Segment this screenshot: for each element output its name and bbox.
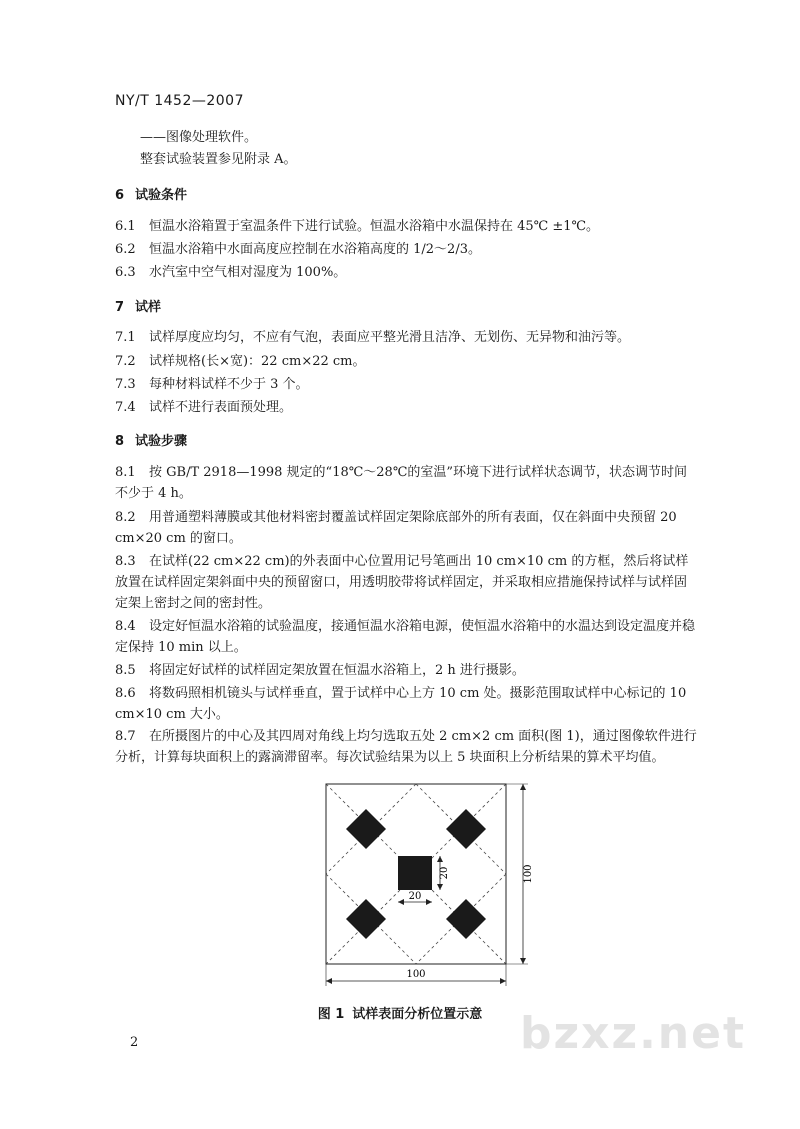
clause-text: 试样不进行表面预处理。 xyxy=(149,400,293,415)
clause-7-4 xyxy=(115,398,292,418)
arrow-head xyxy=(500,978,506,984)
clause-6-2 xyxy=(115,240,481,260)
arrow-head xyxy=(398,899,404,905)
clause-number: 8.2 xyxy=(115,510,136,525)
sample-area-bottom-right xyxy=(446,899,486,939)
site-watermark: bzxz.net xyxy=(520,1008,747,1059)
clause-8-6 xyxy=(115,683,697,725)
sample-area-center xyxy=(398,856,432,890)
clause-6-1 xyxy=(115,217,599,237)
clause-7-3 xyxy=(115,375,309,395)
sample-area-top-left xyxy=(346,809,386,849)
clause-7-1 xyxy=(115,328,630,348)
clause-number: 7.4 xyxy=(115,400,136,415)
clause-7-2 xyxy=(115,352,366,372)
clause-text: 试样规格(长×宽)：22 cm×22 cm。 xyxy=(149,354,366,369)
section-8-heading xyxy=(115,432,187,452)
clause-text: 每种材料试样不少于 3 个。 xyxy=(149,377,309,392)
clause-text: 按 GB/T 2918—1998 规定的“18℃～28℃的室温”环境下进行试样状态调节，状态调节时间不少于 4 h。 xyxy=(115,465,688,501)
arrow-head xyxy=(326,978,332,984)
standard-code-header: NY/T 1452—2007 xyxy=(115,93,245,109)
figure-title: 试样表面分析位置示意 xyxy=(352,1007,483,1022)
dimension-label-vertical-100: 100 xyxy=(523,864,534,884)
clause-number: 7.2 xyxy=(115,354,136,369)
clause-8-7 xyxy=(115,726,697,768)
arrow-head xyxy=(426,899,432,905)
clause-number: 6.3 xyxy=(115,265,136,280)
clause-text: 设定好恒温水浴箱的试验温度，接通恒温水浴箱电源，使恒温水浴箱中的水温达到设定温度并稳定保持 10 min 以上。 xyxy=(115,619,696,655)
clause-number: 8.4 xyxy=(115,619,136,634)
clause-number: 8.5 xyxy=(115,663,136,678)
clause-8-1 xyxy=(115,462,697,504)
dimension-label-vertical-20: 20 xyxy=(439,866,450,880)
clause-text: 将数码照相机镜头与试样垂直，置于试样中心上方 10 cm 处。摄影范围取试样中心标记的 10 cm×10 cm 大小。 xyxy=(115,686,687,722)
clause-number: 8.1 xyxy=(115,465,136,480)
intro-line-2: 整套试验装置参见附录 A。 xyxy=(140,152,297,167)
clause-text: 在试样(22 cm×22 cm)的外表面中心位置用记号笔画出 10 cm×10 cm 的方框，然后将试样放置在试样固定架斜面中央的预留窗口，用透明胶带将试样固定，并采取相应措施保持试样与试样固定架上密封之间的密封性。 xyxy=(115,554,689,611)
arrow-head xyxy=(520,784,526,790)
clause-number: 7.1 xyxy=(115,330,136,345)
page-number: 2 xyxy=(130,1035,139,1050)
section-8-number: 8 xyxy=(115,434,125,449)
section-7-number: 7 xyxy=(115,300,125,315)
clause-number: 7.3 xyxy=(115,377,136,392)
dimension-label-horizontal-20: 20 xyxy=(408,891,422,902)
arrow-head xyxy=(437,856,443,862)
sample-surface-figure xyxy=(318,772,538,1002)
clause-8-5 xyxy=(115,660,697,681)
clause-text: 试样厚度应均匀，不应有气泡，表面应平整光滑且洁净、无划伤、无异物和油污等。 xyxy=(149,330,631,345)
clause-number: 8.3 xyxy=(115,554,136,569)
clause-8-3 xyxy=(115,551,697,614)
clause-text: 水汽室中空气相对湿度为 100%。 xyxy=(149,265,347,280)
clause-number: 8.7 xyxy=(115,729,136,744)
clause-text: 恒温水浴箱中水面高度应控制在水浴箱高度的 1/2～2/3。 xyxy=(149,242,481,257)
clause-text: 用普通塑料薄膜或其他材料密封覆盖试样固定架除底部外的所有表面，仅在斜面中央预留 20 cm×20 cm 的窗口。 xyxy=(115,510,677,546)
dimension-label-horizontal-100: 100 xyxy=(406,969,426,980)
figure-number: 图 1 xyxy=(317,1007,345,1022)
clause-number: 8.6 xyxy=(115,686,136,701)
intro-line-1: ——图像处理软件。 xyxy=(140,130,258,145)
section-6-heading xyxy=(115,186,187,206)
clause-number: 6.2 xyxy=(115,242,136,257)
sample-area-bottom-left xyxy=(346,899,386,939)
arrow-head xyxy=(520,958,526,964)
section-7-title: 试样 xyxy=(135,300,162,315)
clause-text: 恒温水浴箱置于室温条件下进行试验。恒温水浴箱中水温保持在 45℃ ±1℃。 xyxy=(149,219,600,234)
clause-text: 在所摄图片的中心及其四周对角线上均匀选取五处 2 cm×2 cm 面积(图 1)，通过图像软件进行分析，计算每块面积上的露滴滞留率。每次试验结果为以上 5 块面积上分析结果的算术平均值。 xyxy=(115,729,697,765)
clause-8-2 xyxy=(115,507,697,549)
clause-number: 6.1 xyxy=(115,219,136,234)
clause-text: 将固定好试样的试样固定架放置在恒温水浴箱上，2 h 进行摄影。 xyxy=(149,663,525,678)
clause-6-3 xyxy=(115,263,346,283)
section-7-heading xyxy=(115,298,161,318)
section-8-title: 试验步骤 xyxy=(135,434,188,449)
section-6-number: 6 xyxy=(115,188,125,203)
section-6-title: 试验条件 xyxy=(135,188,188,203)
clause-8-4 xyxy=(115,616,697,658)
arrow-head xyxy=(437,884,443,890)
sample-area-top-right xyxy=(446,809,486,849)
